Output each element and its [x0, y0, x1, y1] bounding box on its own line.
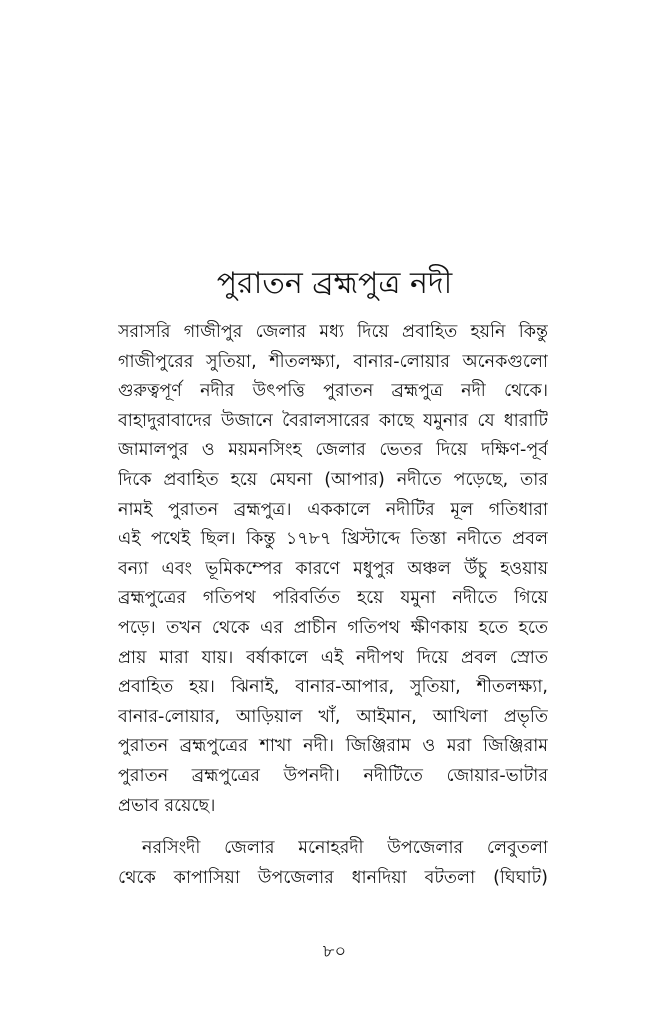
- text-line: পড়ে। তখন থেকে এর প্রাচীন গতিপথ ক্ষীণকায় হতে হতে: [118, 617, 548, 638]
- text-line: বন্যা এবং ভূমিকম্পের কারণে মধুপুর অঞ্চল উঁচু হওয়ায়: [118, 558, 548, 579]
- text-line: নরসিংদী জেলার মনোহরদী উপজেলার লেবুতলা: [142, 838, 548, 859]
- text-line: ব্রহ্মপুত্রের গতিপথ পরিবর্তিত হয়ে যমুনা নদীতে গিয়ে: [118, 588, 548, 609]
- text-line: গাজীপুরের সুতিয়া, শীতলক্ষ্যা, বানার-লোয়ার অনেকগুলো: [118, 351, 548, 372]
- text-line: দিকে প্রবাহিত হয়ে মেঘনা (আপার) নদীতে পড়েছে, তার: [118, 469, 548, 490]
- paragraph-1: [118, 318, 548, 821]
- text-line: প্রবাহিত হয়। ঝিনাই, বানার-আপার, সুতিয়া, শীতলক্ষ্যা,: [118, 677, 548, 698]
- text-line: জামালপুর ও ময়মনসিংহ জেলার ভেতর দিয়ে দক্ষিণ-পূর্ব: [118, 440, 548, 461]
- text-line: বানার-লোয়ার, আড়িয়াল খাঁ, আইমান, আখিলা প্রভৃতি: [118, 706, 548, 727]
- text-line: পুরাতন ব্রহ্মপুত্রের উপনদী। নদীটিতে জোয়ার-ভাটার: [118, 765, 548, 786]
- text-line: নামই পুরাতন ব্রহ্মপুত্র। এককালে নদীটির মূল গতিধারা: [118, 499, 548, 520]
- text-line: থেকে কাপাসিয়া উপজেলার ধানদিয়া বটতলা (ঘিঘাট): [118, 867, 548, 888]
- text-line: প্রায় মারা যায়। বর্ষাকালে এই নদীপথ দিয়ে প্রবল স্রোত: [118, 647, 548, 668]
- body-text: [118, 318, 548, 893]
- text-line: প্রভাব রয়েছে।: [118, 795, 216, 816]
- text-line: গুরুত্বপূর্ণ নদীর উৎপত্তি পুরাতন ব্রহ্মপুত্র নদী থেকে।: [118, 381, 548, 402]
- paragraph-2: [118, 834, 548, 893]
- text-line: বাহাদুরাবাদের উজানে বৈরালসারের কাছে যমুনার যে ধারাটি: [118, 410, 548, 431]
- text-line: সরাসরি গাজীপুর জেলার মধ্য দিয়ে প্রবাহিত হয়নি কিন্তু: [118, 322, 548, 342]
- text-line: পুরাতন ব্রহ্মপুত্রের শাখা নদী। জিঞ্জিরাম ও মরা জিঞ্জিরাম: [118, 736, 548, 757]
- text-line: এই পথেই ছিল। কিন্তু ১৭৮৭ খ্রিস্টাব্দে তিস্তা নদীতে প্রবল: [118, 529, 548, 550]
- page-number: ৮০: [322, 941, 347, 962]
- chapter-title: পুরাতন ব্রহ্মপুত্র নদী: [216, 266, 453, 301]
